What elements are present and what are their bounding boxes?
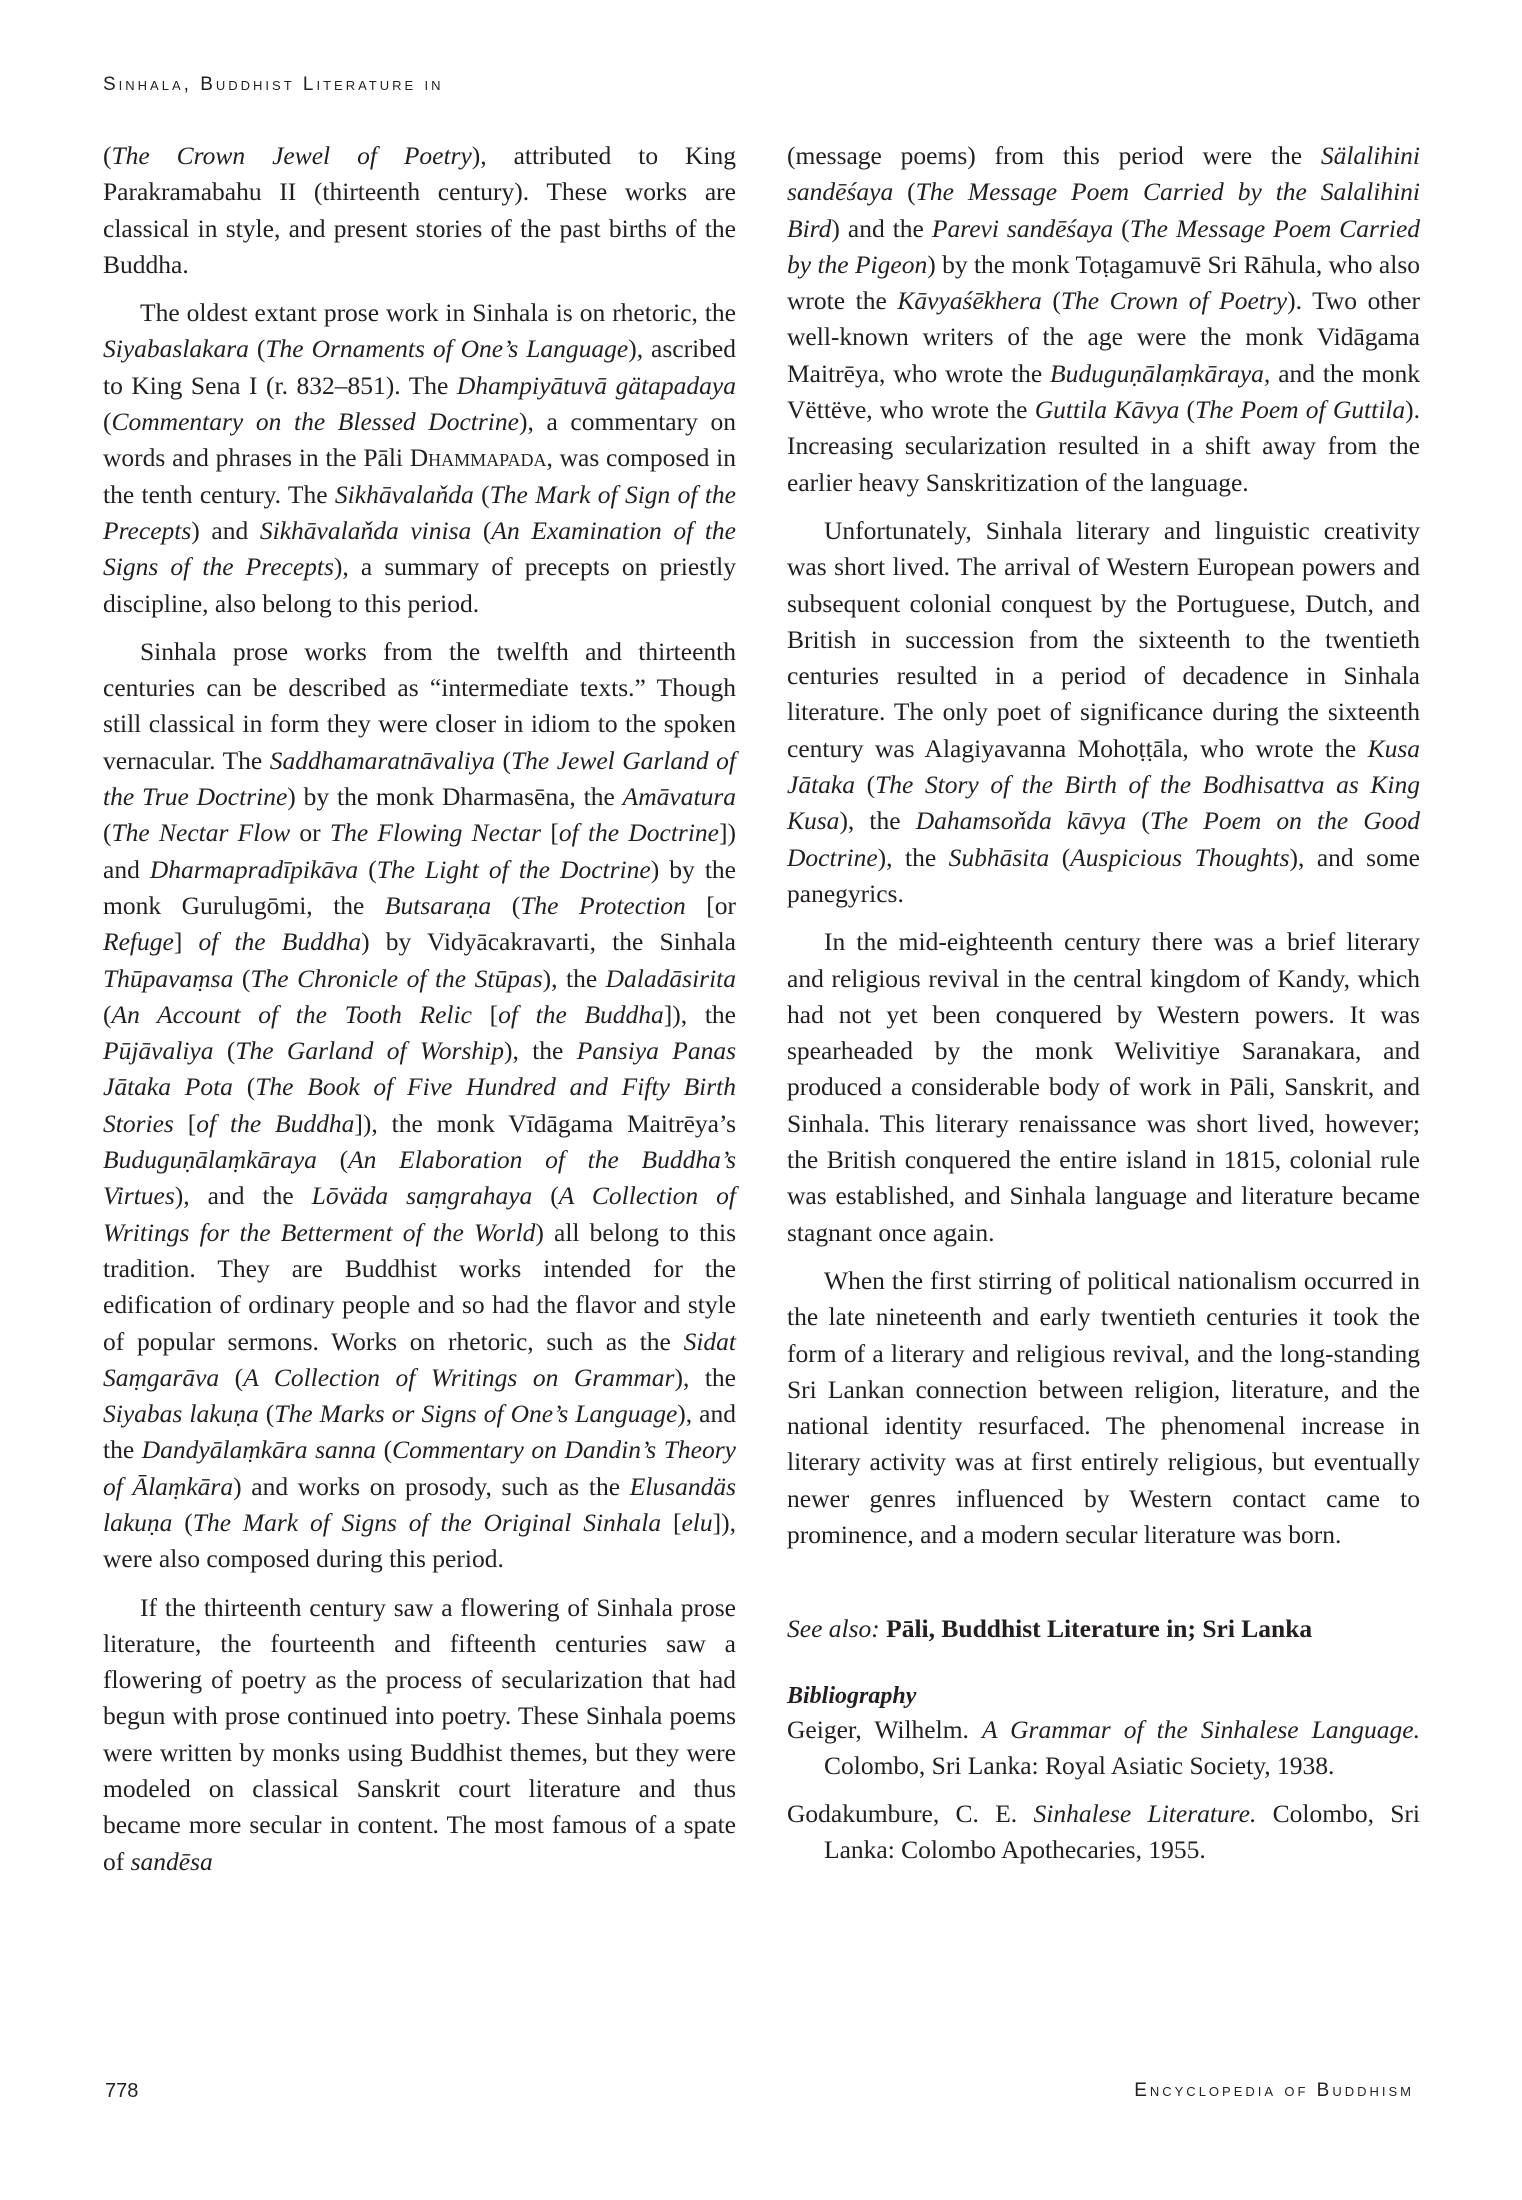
text-run: Unfortunately, Sinhala literary and linguistic creativity was short lived. The arrival of Western European powers and subsequent colonial conquest by the Portuguese, Dutch, and British in succession from the sixteenth to the twentieth centuries resulted in a period of decadence in Sinhala literature. The only poet of significance during the sixteenth century was Alagiyavanna Mohoṭṭāla, who wrote the: [787, 515, 1420, 763]
text-run: (: [1179, 395, 1196, 425]
italic-text: Parevi sandēśaya: [931, 213, 1114, 243]
text-run: (: [376, 1435, 393, 1465]
italic-text: Sälalihini sandēśaya: [787, 141, 1420, 207]
text-run: [: [661, 1507, 682, 1537]
text-run: (: [172, 1507, 193, 1537]
italic-text: Siyabaslakara: [103, 334, 249, 364]
text-run: [or: [685, 890, 737, 920]
italic-text: The Ornaments of One’s Language: [265, 334, 629, 364]
italic-text: The Chronicle of the Stūpas: [250, 963, 543, 993]
text-run: (: [473, 479, 490, 509]
text-run: [: [471, 999, 499, 1029]
italic-text: Dandyālaṃkāra sanna: [141, 1435, 376, 1465]
italic-text: Daladāsirita: [605, 963, 736, 993]
see-also-link-pali-literature[interactable]: Pāli, Buddhist Literature in: [886, 1614, 1188, 1644]
italic-text: Buduguṇālaṃkāraya,: [1050, 358, 1271, 388]
italic-text: elu: [681, 1507, 713, 1537]
italic-text: Commentary on Dandin’s Theory of Ālaṃkāra: [103, 1435, 736, 1501]
text-run: ) and works on prosody, such as the: [233, 1471, 630, 1501]
text-run: (: [103, 818, 112, 848]
italic-text: The Marks or Signs of One’s Language: [274, 1399, 678, 1429]
italic-text: The Poem of Guttila: [1195, 395, 1406, 425]
text-run: The oldest extant prose work in Sinhala is on rhetoric, the: [140, 298, 736, 328]
footer-book-title: Encyclopedia of Buddhism: [1134, 2080, 1414, 2101]
text-run: (: [491, 890, 521, 920]
paragraph: [103, 295, 736, 622]
text-run: Colombo, Sri Lanka: Royal Asiatic Society, 1938.: [824, 1750, 1335, 1780]
italic-text: Lōväda saṃgrahaya: [311, 1181, 533, 1211]
paragraph: [787, 138, 1420, 501]
italic-text: An Elaboration of the Buddha’s Virtues: [103, 1145, 736, 1211]
text-run: Colombo, Sri Lanka: Colombo Apothecaries, 1955.: [824, 1799, 1421, 1865]
right-column: [787, 138, 1420, 1881]
italic-text: The Book of Five Hundred and Fifty Birth Stories: [103, 1072, 736, 1138]
text-run: (: [103, 999, 112, 1029]
text-run: (: [248, 334, 266, 364]
text-run: (: [854, 770, 876, 800]
italic-text: The Mark of Sign of the Precepts: [103, 479, 736, 545]
italic-text: Pūjāvaliya: [103, 1036, 214, 1066]
italic-text: The Poem on the Good Doctrine: [787, 806, 1420, 872]
paragraph: [787, 1263, 1420, 1553]
italic-text: The Light of the Doctrine: [376, 854, 651, 884]
text-run: (: [316, 1145, 349, 1175]
italic-text: Sidat Saṃgarāva: [103, 1326, 736, 1392]
italic-text: The Nectar Flow: [111, 818, 291, 848]
text-run: (: [471, 515, 492, 545]
italic-text: sandēsa: [130, 1846, 213, 1876]
paragraph: [787, 513, 1420, 912]
text-run: ]), the monk Vīdāgama Maitrēya’s: [354, 1108, 736, 1138]
text-run: ), a summary of precepts on priestly discipline, also belong to this period.: [103, 552, 736, 618]
text-run: ). Two other well-known writers of the age were the monk Vidāgama Maitrēya, who wrote the: [787, 286, 1420, 388]
text-run: ) by Vidyācakravarti, the Sinhala: [361, 927, 736, 957]
text-run: (: [358, 854, 377, 884]
text-run: ), ascribed to King Sena I (r. 832–851). The: [103, 334, 736, 400]
text-run: ), the: [877, 842, 949, 872]
text-run: Sinhala prose works from the twelfth and thirteenth centuries can be described as “intermediate texts.” Though still classical in form they were closer in idiom to the spoken vernacular. The: [103, 636, 736, 775]
italic-text: Dahamsoňda kāvya: [915, 806, 1127, 836]
text-run: (: [213, 1036, 236, 1066]
text-run: ), the: [839, 806, 916, 836]
italic-text: Auspicious Thoughts: [1070, 842, 1290, 872]
italic-text: of the Buddha: [196, 1108, 355, 1138]
text-run: Geiger, Wilhelm.: [787, 1714, 982, 1744]
text-run: (: [532, 1181, 559, 1211]
italic-text: The Story of the Birth of the Bodhisattva as King Kusa: [787, 770, 1420, 836]
italic-text: Refuge: [103, 927, 174, 957]
text-run: or: [290, 818, 330, 848]
italic-text: An Account of the Tooth Relic: [111, 999, 472, 1029]
text-run: ), and some panegyrics.: [787, 842, 1420, 908]
running-head: Sinhala, Buddhist Literature in: [103, 74, 444, 95]
see-also-link-sri-lanka[interactable]: Sri Lanka: [1202, 1614, 1313, 1644]
italic-text: Dhampiyātuvā gätapadaya: [456, 370, 736, 400]
text-run: ) by the monk Gurulugōmi, the: [103, 854, 736, 920]
italic-text: Kusa Jātaka: [787, 733, 1420, 800]
italic-text: Saddhamaratnāvaliya: [269, 745, 495, 775]
italic-text: The Mark of Signs of the Original Sinhala: [192, 1507, 662, 1537]
italic-text: An Examination of the Signs of the Precepts: [103, 515, 736, 582]
italic-text: Siyabas lakuṇa: [103, 1399, 259, 1429]
text-run: ). Increasing secularization resulted in a shift away from the earlier heavy Sanskritization of the language.: [787, 395, 1420, 497]
text-run: (: [103, 407, 112, 437]
text-run: ) and the: [831, 213, 932, 243]
text-run: ) by the monk Toṭagamuvē Sri Rāhula, who also wrote the: [787, 249, 1420, 316]
italic-text: The Crown of Poetry: [1060, 286, 1288, 316]
text-run: [: [173, 1108, 197, 1138]
italic-text: The Protection: [520, 890, 686, 920]
text-run: ), and the: [174, 1181, 312, 1211]
italic-text: Subhāsita: [948, 842, 1050, 872]
italic-text: The Flowing Nectar: [329, 818, 542, 848]
text-run: [: [541, 818, 559, 848]
paragraph: [103, 1590, 736, 1880]
bibliography-heading: Bibliography: [787, 1682, 917, 1709]
text-run: (: [1049, 842, 1071, 872]
italic-text: of the Buddha: [498, 999, 664, 1029]
italic-text: Kāvyaśēkhera: [897, 286, 1042, 316]
italic-text: of the Buddha: [198, 927, 362, 957]
text-run: Godakumbure, C. E.: [787, 1799, 1034, 1829]
italic-text: of the Doctrine: [558, 818, 720, 848]
text-run: ]) and: [103, 818, 736, 884]
bibliography-entry: [787, 1796, 1420, 1869]
see-also-separator: ;: [1187, 1614, 1203, 1644]
text-run: and the monk Vëttëve, who wrote the: [787, 358, 1420, 425]
text-run: ) by the monk Dharmasēna, the: [287, 782, 623, 812]
italic-text: Buduguṇālaṃkāraya: [103, 1145, 317, 1175]
text-run: ), the: [542, 963, 606, 993]
text-run: Dhammapada: [409, 443, 547, 473]
text-run: In the mid-eighteenth century there was a brief literary and religious revival in the central kingdom of Kandy, which had not yet been conquered by Western powers. It was spearheaded by the monk Welivitiye Saranakara, and produced a considerable body of work in Pāli, Sanskrit, and Sinhala. This literary renaissance was short lived, however; the British conquered the entire island in 1815, colonial rule was established, and Sinhala language and literature became stagnant once again.: [787, 927, 1420, 1247]
italic-text: Butsaraṇa: [384, 890, 492, 920]
italic-text: The Crown Jewel of Poetry: [111, 141, 472, 170]
text-run: (: [1126, 806, 1150, 836]
text-run: When the first stirring of political nationalism occurred in the late nineteenth and early twentieth centuries it took the form of a literary and religious revival, and the long-standing Sri Lankan connection between religion, literature, and the national identity resurfaced. The phenomenal increase in literary activity was at first entirely religious, but eventually newer genres influenced by Western contact came to prominence, and a modern secular literature was born.: [787, 1265, 1420, 1549]
text-run: ]), the: [663, 999, 736, 1029]
see-also: [787, 1611, 1420, 1647]
italic-text: Sinhalese Literature.: [1033, 1799, 1257, 1829]
italic-text: A Collection of Writings for the Betterment of the World: [103, 1181, 737, 1247]
italic-text: Guttila Kāvya: [1034, 395, 1180, 425]
italic-text: Elusandäs lakuṇa: [103, 1471, 736, 1537]
italic-text: A Grammar of the Sinhalese Language.: [981, 1714, 1420, 1744]
text-run: ) all belong to this tradition. They are Buddhist works intended for the edification of ordinary people and so had the flavor and style of popular sermons. Works on rhetoric, such as the: [103, 1217, 736, 1356]
text-run: (: [258, 1399, 275, 1429]
text-run: If the thirteenth century saw a flowering of Sinhala prose literature, the fourteenth and fifteenth centuries saw a flowering of poetry as the process of secularization that had begun with prose continued into poetry. These Sinhala poems were written by monks using Buddhist themes, but they were modeled on classical Sanskrit court literature and thus became more secular in content. The most famous of a spate of: [103, 1592, 736, 1876]
text-run: (: [219, 1362, 244, 1392]
text-run: (: [1113, 213, 1130, 243]
italic-text: A Collection of Writings on Grammar: [243, 1362, 675, 1392]
paragraph: [103, 138, 736, 283]
text-run: (: [103, 141, 112, 170]
italic-text: The Message Poem Carried by the Pigeon: [787, 213, 1421, 279]
text-run: (: [233, 963, 251, 993]
text-run: , was composed in the tenth century. The: [103, 443, 737, 509]
text-run: ]), were also composed during this period.: [103, 1507, 736, 1574]
paragraph: [103, 634, 736, 1578]
italic-text: Pansiya Panas Jātaka Pota: [103, 1036, 736, 1102]
text-run: ) and: [191, 515, 260, 545]
italic-text: Dharmapradīpikāva: [149, 854, 359, 884]
page-number: 778: [105, 2080, 139, 2102]
italic-text: The Message Poem Carried by the Salalihini Bird: [787, 177, 1420, 243]
see-also-label: See also:: [787, 1614, 880, 1644]
italic-text: Sikhāvalaňda: [334, 479, 474, 509]
italic-text: Commentary on the Blessed Doctrine: [111, 407, 519, 437]
italic-text: The Jewel Garland of the True Doctrine: [103, 745, 736, 812]
text-run: ), the: [674, 1362, 736, 1392]
text-run: ), a commentary on words and phrases in the Pāli: [103, 407, 736, 473]
italic-text: Sikhāvalaňda vinisa: [259, 515, 472, 545]
text-run: ), and the: [103, 1399, 736, 1465]
italic-text: Amāvatura: [622, 782, 736, 812]
text-run: (: [893, 177, 916, 207]
paragraph: [787, 924, 1420, 1251]
text-run: (message poems) from this period were the: [787, 141, 1321, 170]
italic-text: The Garland of Worship: [235, 1036, 504, 1066]
text-run: (: [232, 1072, 256, 1102]
bibliography-entry: [787, 1712, 1420, 1785]
text-run: (: [1041, 286, 1061, 316]
italic-text: Thūpavaṃsa: [103, 963, 234, 993]
left-column: [103, 138, 736, 1892]
text-run: ), the: [504, 1036, 577, 1066]
text-run: ]: [173, 927, 199, 957]
text-run: ), attributed to King Parakramabahu II (thirteenth century). These works are classical in style, and present stories of the past births of the Buddha.: [103, 141, 736, 279]
text-run: (: [494, 745, 511, 775]
